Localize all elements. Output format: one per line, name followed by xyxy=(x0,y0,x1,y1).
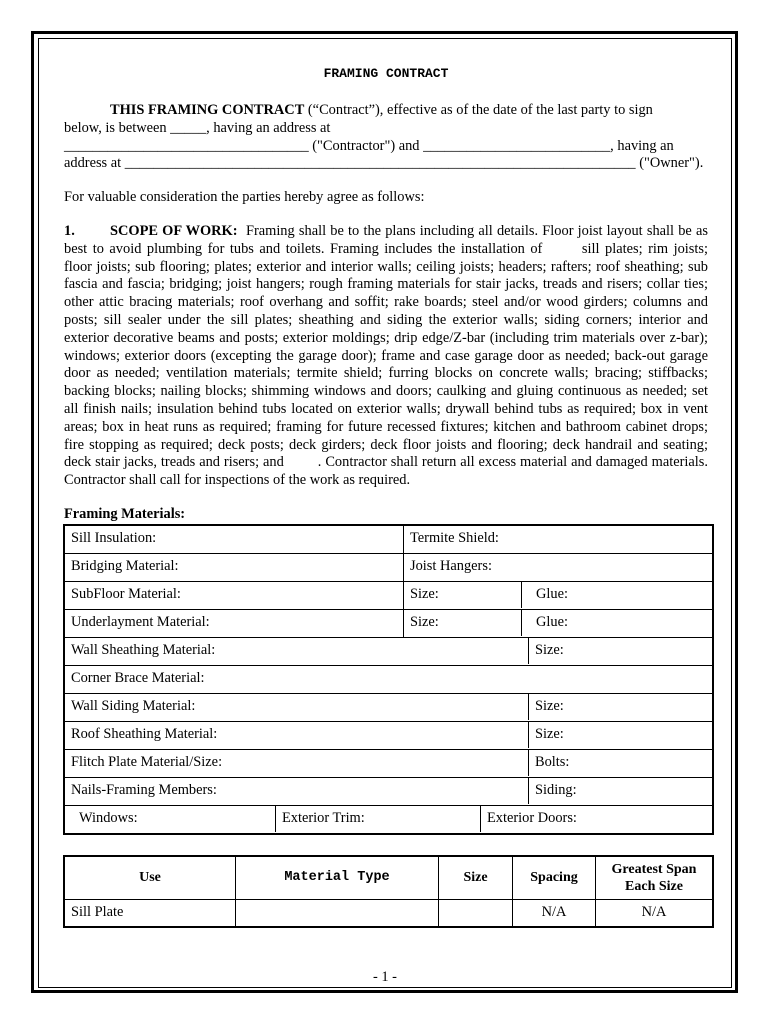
owner-name-blank[interactable]: __________________________ xyxy=(423,137,611,154)
subfloor-material-field[interactable]: SubFloor Material: xyxy=(64,581,404,609)
table-row xyxy=(64,525,713,554)
material-type-cell[interactable] xyxy=(236,899,439,927)
owner-label: ("Owner"). xyxy=(635,155,704,172)
spacing-cell: N/A xyxy=(513,899,596,927)
wall-siding-material-field[interactable]: Wall Siding Material: xyxy=(65,694,529,720)
greatest-span-header xyxy=(596,856,714,900)
section-1-text-a: Framing shall be to the plans including all details. Floor joist layout shall be as best to avoid plumbing for tubs and toilets. Framing includes the installation of xyxy=(64,222,708,257)
sill-insulation-field[interactable]: Sill Insulation: xyxy=(64,525,404,554)
greatest-span-cell: N/A xyxy=(596,899,714,927)
use-header: Use xyxy=(64,856,236,900)
table-row xyxy=(64,749,713,777)
subfloor-size-field[interactable]: Size: xyxy=(404,582,522,608)
intro-line-2: below, is between _____, having an address at xyxy=(64,119,331,136)
section-1-number: 1. xyxy=(64,222,75,239)
bridging-material-field[interactable]: Bridging Material: xyxy=(64,553,404,581)
contractor-label: ("Contractor") and xyxy=(308,137,424,154)
exterior-trim-field[interactable]: Exterior Trim: xyxy=(276,806,481,832)
table-row xyxy=(64,777,713,805)
address-label: address at xyxy=(64,155,125,172)
intro-lead: THIS FRAMING CONTRACT xyxy=(110,102,305,118)
exterior-doors-field[interactable]: Exterior Doors: xyxy=(487,810,577,827)
section-1-text-c: . Contractor shall return all excess material and damaged materials. Contractor shall call for inspections of the work as required. xyxy=(64,454,709,489)
use-cell: Sill Plate xyxy=(64,899,236,927)
wall-sheathing-size-field[interactable]: Size: xyxy=(535,642,564,659)
intro-lead-rest: (“Contract”), effective as of the date of the last party to sign xyxy=(304,102,653,118)
table-row xyxy=(64,553,713,581)
siding-field[interactable]: Siding: xyxy=(535,782,577,799)
spec-header-row xyxy=(64,856,713,900)
table-row xyxy=(64,581,713,609)
consideration-text: For valuable consideration the parties hereby agree as follows: xyxy=(64,189,425,206)
section-1-text-b: sill plates; rim joists; floor joists; sub flooring; plates; exterior and interior walls; ceiling joists; headers; rafters; roof sheathing; sub fascia and fascia; bridging; joist hangers; rough framing materials for stair jacks, treads and risers; collar ties; other attic bracing materials; roof overhang and soffit; rake boards; steel and/or wood girders; columns and posts; sill sealer under the sill plates; sheathing and siding the exterior walls; siding corners; interior and exterior decorative beams and posts; exterior moldings; drip edge/Z-bar (including trim materials over z-bar); windows; exterior doors (excepting the garage door); frame and case garage door as needed; back-out garage door as needed; ventilation materials; termite shield; furring blocks on concrete walls; bracing; stiffbacks; backing blocks; nailing blocks; shimming windows and doors; caulking and gluing continuous as needed; set all finish nails; insulation behind tubs located on exterior walls; drywall behind tubs as required; box in vent areas; box in heat runs as required; framing for future recessed fixtures; kitchen and bathroom cabinet drops; fire stopping as required; deck posts; deck girders; deck floor joists and flooring; deck handrail and seating; deck stair jacks, treads and risers; and xyxy=(64,240,708,471)
framing-materials-table xyxy=(63,524,714,835)
wall-siding-size-field[interactable]: Size: xyxy=(535,698,564,715)
material-type-header: Material Type xyxy=(236,856,439,900)
section-1-heading: SCOPE OF WORK: xyxy=(110,222,238,239)
table-row xyxy=(64,637,713,665)
table-row xyxy=(64,665,713,693)
termite-shield-field[interactable]: Termite Shield: xyxy=(404,525,714,554)
roof-sheathing-size-field[interactable]: Size: xyxy=(535,726,564,743)
page-number: - 1 - xyxy=(373,969,397,985)
owner-address-blank[interactable]: _______________________________________________________________________ xyxy=(124,155,636,172)
table-row xyxy=(64,899,713,927)
framing-materials-heading: Framing Materials: xyxy=(64,505,186,522)
bolts-field[interactable]: Bolts: xyxy=(535,754,570,771)
document-title: FRAMING CONTRACT xyxy=(323,66,449,81)
table-row xyxy=(64,609,713,637)
each-size-label: Each Size xyxy=(625,878,683,894)
roof-sheathing-material-field[interactable]: Roof Sheathing Material: xyxy=(65,722,529,748)
contractor-blank[interactable]: __________________________________ xyxy=(64,137,309,154)
document-body xyxy=(64,64,708,928)
underlayment-material-field[interactable]: Underlayment Material: xyxy=(64,609,404,637)
size-header: Size xyxy=(439,856,513,900)
material-spec-table xyxy=(63,855,714,928)
intro-paragraph xyxy=(64,102,708,173)
size-cell[interactable] xyxy=(439,899,513,927)
windows-field[interactable]: Windows: xyxy=(65,806,276,832)
section-1-paragraph xyxy=(64,223,708,490)
table-row xyxy=(64,805,713,834)
joist-hangers-field[interactable]: Joist Hangers: xyxy=(404,553,714,581)
underlayment-size-field[interactable]: Size: xyxy=(404,610,522,636)
wall-sheathing-material-field[interactable]: Wall Sheathing Material: xyxy=(65,638,529,664)
spacing-header: Spacing xyxy=(513,856,596,900)
underlayment-glue-field[interactable]: Glue: xyxy=(536,614,568,631)
table-row xyxy=(64,693,713,721)
flitch-plate-field[interactable]: Flitch Plate Material/Size: xyxy=(65,750,529,776)
subfloor-glue-field[interactable]: Glue: xyxy=(536,586,568,603)
corner-brace-material-field[interactable]: Corner Brace Material: xyxy=(64,665,713,693)
table-row xyxy=(64,721,713,749)
greatest-span-label: Greatest Span xyxy=(611,861,697,877)
having-an-label: , having an xyxy=(610,137,674,154)
nails-framing-field[interactable]: Nails-Framing Members: xyxy=(65,778,529,804)
